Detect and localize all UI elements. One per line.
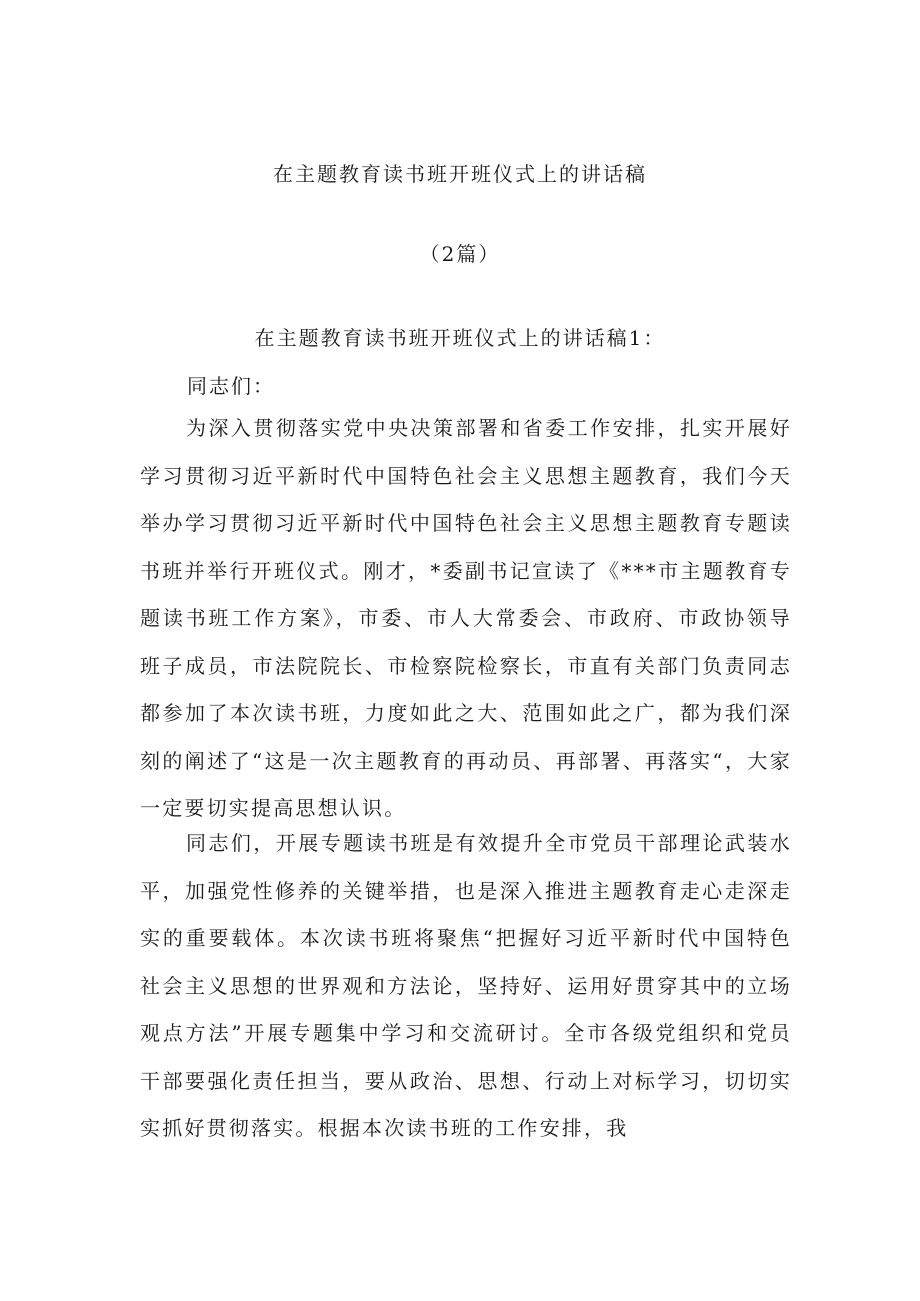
document-count: （2篇）: [419, 242, 501, 266]
document-title: 在主题教育读书班开班仪式上的讲话稿: [273, 162, 647, 186]
body-paragraph: 同志们，开展专题读书班是有效提升全市党员干部理论武装水平，加强党性修养的关键举措，也是深入推进主题教育走心走深走实的重要载体。本次读书班将聚焦“把握好习近平新时代中国特色社会主义思想的世界观和方法论，坚持好、运用好贯穿其中的立场观点方法”开展专题集中学习和交流研讨。全市各级党组织和党员干部要强化责任担当，要从政治、思想、行动上对标学习，切切实实抓好贯彻落实。根据本次读书班的工作安排，我: [140, 831, 792, 1140]
salutation: 同志们：: [187, 374, 275, 398]
speech-heading: 在主题教育读书班开班仪式上的讲话稿1：: [254, 326, 666, 350]
body-paragraph: 为深入贯彻落实党中央决策部署和省委工作安排，扎实开展好学习贯彻习近平新时代中国特色社会主义思想主题教育，我们今天举办学习贯彻习近平新时代中国特色社会主义思想主题教育专题读书班并举行开班仪式。刚才，*委副书记宣读了《***市主题教育专题读书班工作方案》，市委、市人大常委会、市政府、市政协领导班子成员，市法院院长、市检察院检察长，市直有关部门负责同志都参加了本次读书班，力度如此之大、范围如此之广，都为我们深刻的阐述了“这是一次主题教育的再动员、再部署、再落实“，大家一定要切实提高思想认识。: [140, 416, 792, 820]
